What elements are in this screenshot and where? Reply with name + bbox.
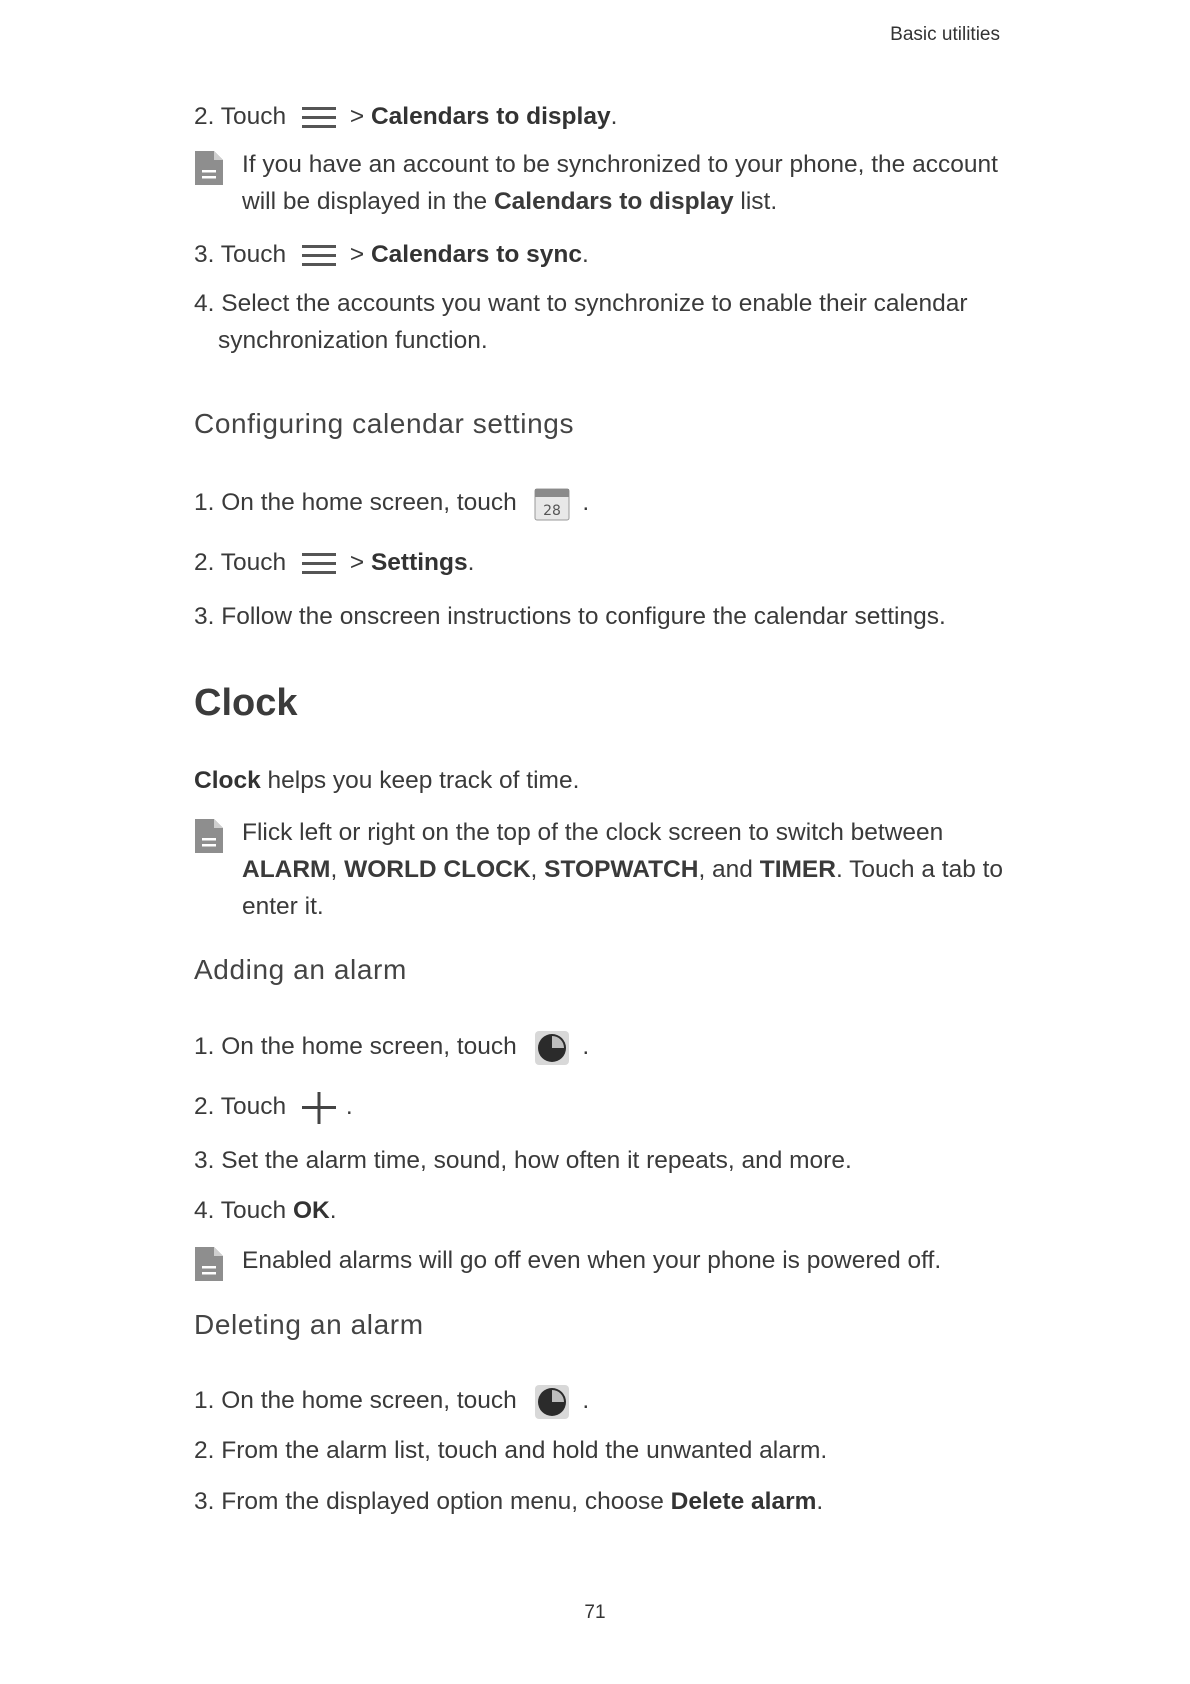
step-text: 2. Touch (194, 103, 287, 130)
punct: . (582, 1387, 590, 1414)
note-line: . Touch a tab to (835, 856, 1004, 883)
clock-intro (194, 762, 579, 799)
punct: . (467, 549, 475, 576)
punct: , (530, 856, 538, 883)
menu-icon (301, 243, 337, 269)
note-line: Enabled alarms will go off even when your phone is powered off. (242, 1247, 942, 1274)
heading-clock: Clock (194, 682, 298, 724)
step-open-clock-delete (194, 1382, 589, 1420)
step-text: 4. Touch (194, 1197, 287, 1224)
step-text: 1. On the home screen, touch (194, 1033, 517, 1060)
separator: > (349, 241, 365, 268)
heading-adding-an-alarm: Adding an alarm (194, 954, 407, 985)
step-text: 1. On the home screen, touch (194, 1387, 517, 1414)
separator: > (349, 103, 365, 130)
step-follow-instructions: 3. Follow the onscreen instructions to configure the calendar settings. (194, 603, 946, 630)
punct: . (345, 1093, 353, 1120)
punct: . (582, 241, 589, 268)
punct: . (610, 103, 618, 130)
step-open-calendar (194, 484, 589, 521)
note-line: will be displayed in the (242, 188, 488, 215)
step-hold-alarm: 2. From the alarm list, touch and hold the unwanted alarm. (194, 1437, 828, 1464)
bold-term: WORLD CLOCK (344, 856, 531, 883)
step-touch-settings (194, 544, 474, 581)
bold-term: TIMER (759, 856, 836, 883)
note-icon (194, 1246, 224, 1282)
bold-term: Calendars to sync (370, 241, 582, 268)
note-line: If you have an account to be synchronized to your phone, the account (242, 151, 998, 178)
bold-term: Calendars to display (370, 103, 611, 130)
note-line: enter it. (242, 893, 324, 920)
step-delete-alarm (194, 1483, 823, 1520)
intro-text: helps you keep track of time. (267, 767, 580, 794)
punct: . (816, 1488, 824, 1515)
page-header: Basic utilities (890, 24, 1000, 45)
step-text: 3. Touch (194, 241, 287, 268)
step-touch-ok (194, 1192, 337, 1229)
punct: , (330, 856, 338, 883)
punct: , and (698, 856, 753, 883)
heading-configuring-calendar-settings: Configuring calendar settings (194, 408, 575, 439)
step-calendars-to-sync (194, 236, 589, 273)
step-set-alarm: 3. Set the alarm time, sound, how often it repeats, and more. (194, 1147, 852, 1174)
note-line: list. (740, 188, 778, 215)
separator: > (349, 549, 365, 576)
step-text: 1. On the home screen, touch (194, 489, 517, 516)
step-text: 4. Select the accounts you want to synchronize to enable their calendar (194, 290, 968, 317)
step-calendars-to-display (194, 98, 617, 135)
clock-app-icon (534, 1384, 570, 1420)
bold-term: OK (293, 1197, 330, 1224)
step-text: 2. Touch (194, 549, 287, 576)
menu-icon (301, 551, 337, 577)
note-icon (194, 150, 224, 186)
punct: . (329, 1197, 337, 1224)
clock-app-icon (534, 1030, 570, 1066)
bold-term: Clock (194, 767, 261, 794)
step-text: synchronization function. (218, 327, 488, 354)
step-text: 2. Touch (194, 1093, 287, 1120)
step-text: 3. From the displayed option menu, choose (194, 1488, 664, 1515)
bold-term: STOPWATCH (544, 856, 699, 883)
bold-term: Settings (370, 549, 468, 576)
step-touch-add (194, 1088, 353, 1125)
menu-icon (301, 105, 337, 131)
note-icon (194, 818, 224, 854)
heading-deleting-an-alarm: Deleting an alarm (194, 1309, 424, 1340)
calendar-day-number: 28 (542, 502, 561, 519)
punct: . (582, 1033, 590, 1060)
bold-term: ALARM (242, 856, 331, 883)
step-open-clock (194, 1028, 589, 1066)
page-number: 71 (584, 1602, 606, 1623)
note-line: Flick left or right on the top of the clock screen to switch between (242, 819, 944, 846)
punct: . (582, 489, 590, 516)
calendar-app-icon (534, 487, 570, 521)
bold-term: Calendars to display (493, 188, 734, 215)
plus-icon (301, 1092, 337, 1124)
step-select-accounts (194, 285, 968, 359)
bold-term: Delete alarm (670, 1488, 817, 1515)
